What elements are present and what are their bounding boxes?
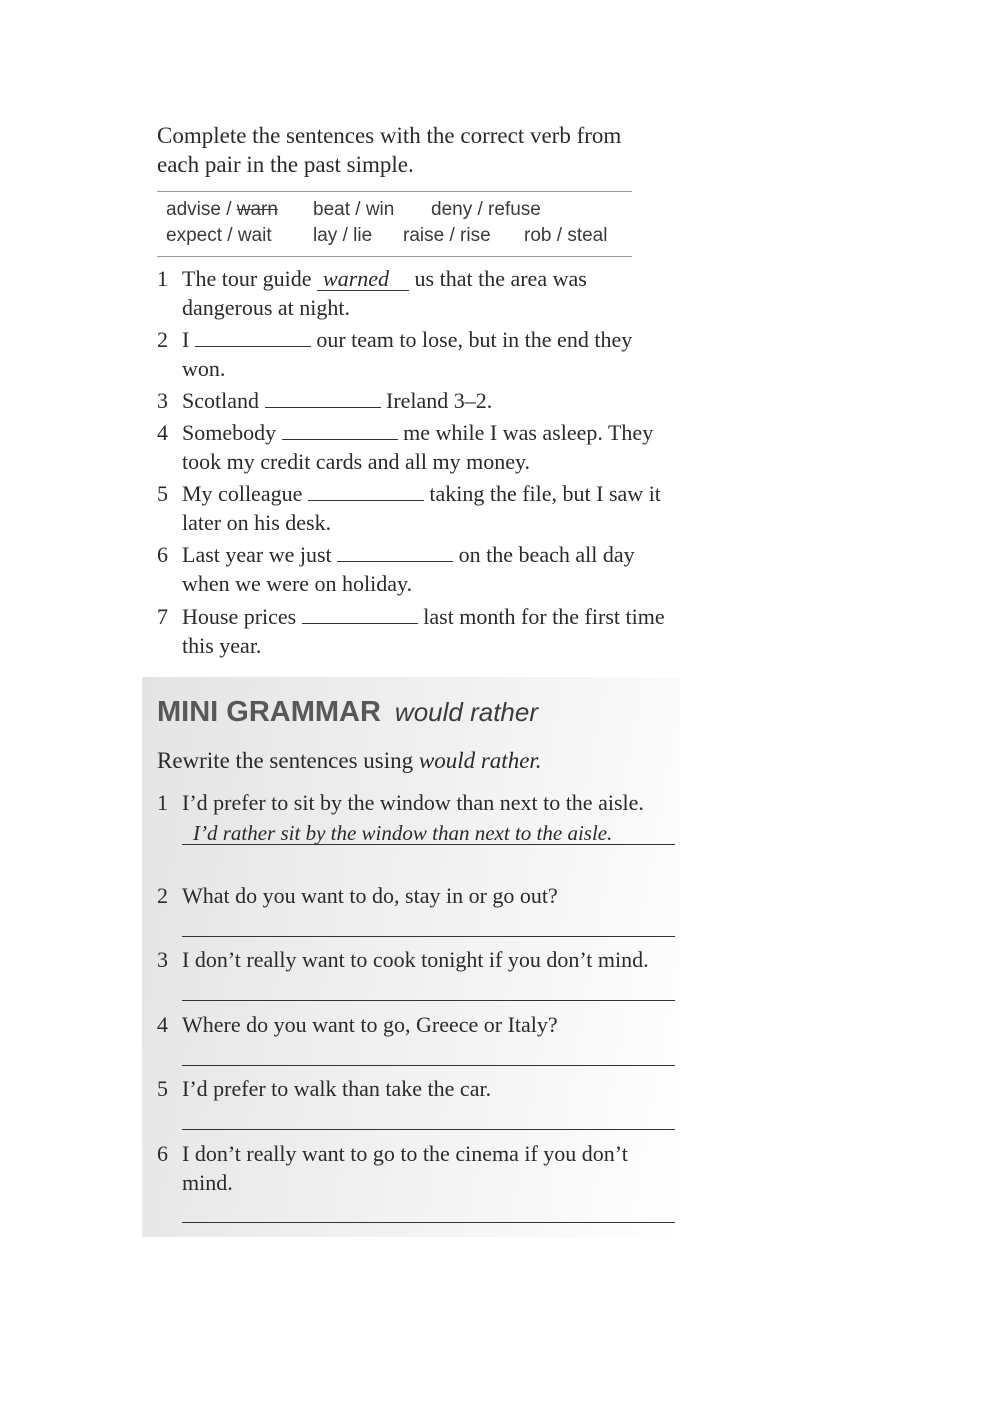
- word-pair: advise / warn: [166, 199, 278, 220]
- word-pair: expect / wait: [166, 225, 272, 246]
- answer-blank[interactable]: [282, 419, 398, 440]
- mini-grammar-title: MINI GRAMMAR would rather: [157, 696, 538, 728]
- answer-blank[interactable]: [265, 387, 381, 408]
- rewrite-answer-line-2[interactable]: [182, 936, 675, 937]
- rewrite-answer-line-3[interactable]: [182, 1000, 675, 1001]
- answer-blank[interactable]: [337, 541, 453, 562]
- mini-grammar-subtitle: would rather: [394, 697, 538, 727]
- word-pair: beat / win: [313, 199, 395, 220]
- word-pair: rob / steal: [524, 225, 608, 246]
- rewrite-answer-line-5[interactable]: [182, 1129, 675, 1130]
- word-pair: lay / lie: [313, 225, 373, 246]
- rewrite-answer-line-6[interactable]: [182, 1222, 675, 1223]
- answer-blank[interactable]: warned: [317, 268, 409, 291]
- word-pair: deny / refuse: [431, 199, 541, 220]
- word-box: [157, 191, 632, 257]
- mini-grammar-instruction: Rewrite the sentences using would rather.: [157, 748, 542, 773]
- answer-blank[interactable]: [195, 326, 311, 347]
- answer-blank[interactable]: [308, 480, 424, 501]
- exercise-instruction: Complete the sentences with the correct verb from each pair in the past simple.: [157, 123, 622, 177]
- rewrite-answer-1[interactable]: I’d rather sit by the window than next to the aisle.: [182, 822, 675, 845]
- word-pair: raise / rise: [403, 225, 491, 246]
- answer-blank[interactable]: [302, 603, 418, 624]
- rewrite-answer-line-4[interactable]: [182, 1065, 675, 1066]
